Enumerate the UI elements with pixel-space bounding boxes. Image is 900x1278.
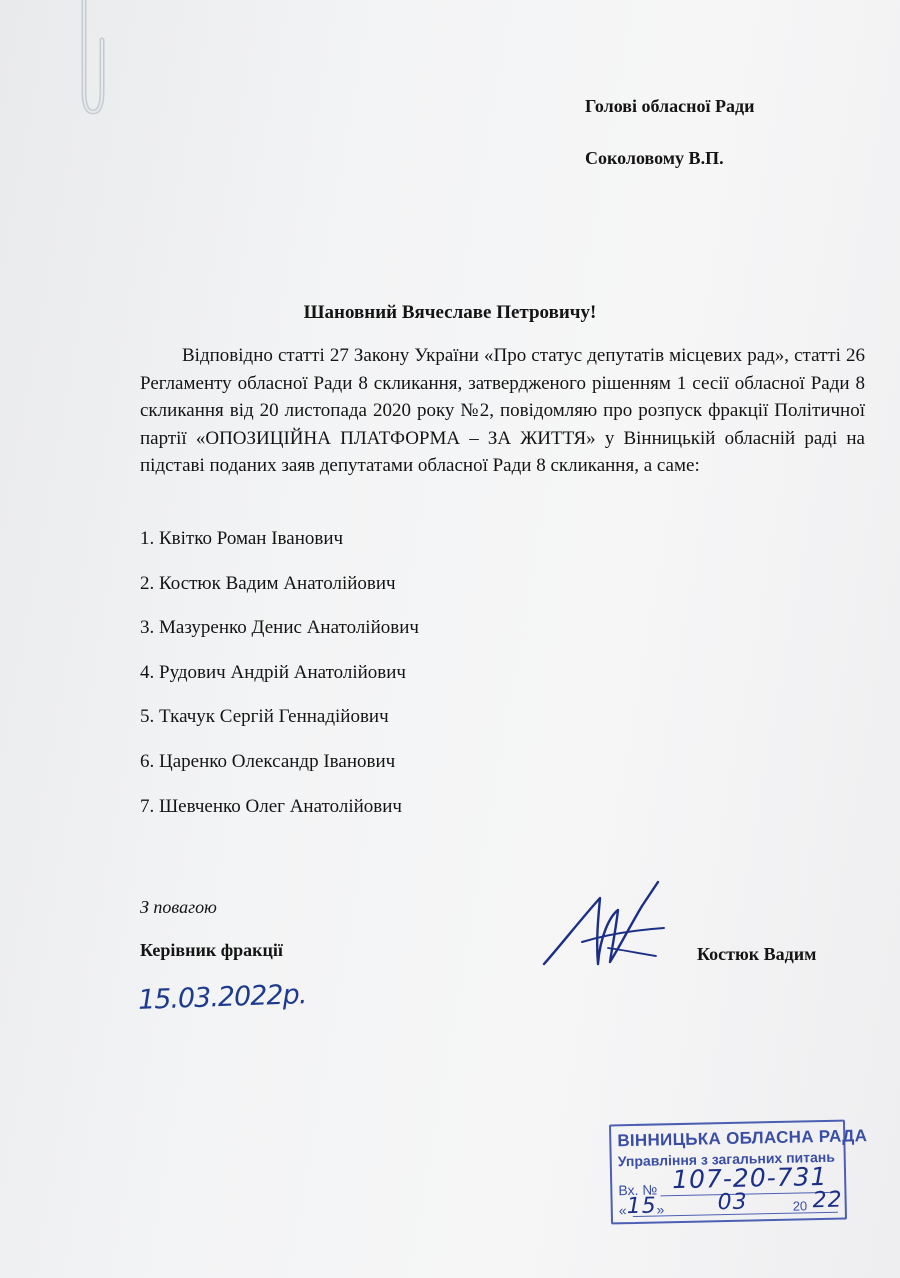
handwritten-date: 15.03.2022р. [137, 979, 307, 1016]
addressee-line-2: Соколовому В.П. [585, 148, 724, 168]
signer-role: Керівник фракції [140, 940, 283, 960]
handwritten-signature [538, 876, 668, 976]
list-item: 4. Рудович Андрій Анатолійович [140, 661, 406, 683]
show-through-text [380, 258, 384, 275]
list-item: 3. Мазуренко Денис Анатолійович [140, 617, 419, 639]
signer-name: Костюк Вадим [697, 944, 817, 964]
addressee-block [585, 80, 755, 184]
paper-clip-icon [66, 0, 116, 120]
registration-stamp [609, 1120, 868, 1225]
stamp-day: 15 [626, 1193, 657, 1220]
list-item: 7. Шевченко Олег Анатолійович [140, 795, 402, 817]
deputies-list [140, 527, 419, 839]
salutation: Шановний Вячеславе Петровичу! [303, 302, 597, 323]
closing-regards: З повагою [140, 897, 217, 917]
stamp-month: 03 [717, 1189, 748, 1216]
letter-body: Відповідно статті 27 Закону України «Про статус депутатів місцевих рад», статті 26 Регламенту обласної Ради 8 скликання, затвердженого рішенням 1 сесії обласної Ради 8 скликання від 20 листопада 2020 року №2, повідомляю про розпуск фракції Політичної партії «ОПОЗИЦІЙНА ПЛАТФОРМА – ЗА ЖИТТЯ» у Вінницькій обласній раді на підставі поданих заяв депутатами обласної Ради 8 скликання, а саме: [140, 345, 865, 476]
list-item: 6. Царенко Олександр Іванович [140, 750, 396, 772]
list-item: 2. Костюк Вадим Анатолійович [140, 572, 396, 594]
stamp-subtitle: Управління з загальних питань [617, 1148, 836, 1170]
stamp-date-quotes: « » [618, 1201, 665, 1219]
stamp-number-label: Вх. № [618, 1181, 658, 1199]
stamp-year-prefix: 20 [792, 1198, 808, 1214]
addressee-line-1: Голові обласної Ради [585, 96, 755, 116]
list-item: 1. Квітко Роман Іванович [140, 528, 344, 549]
list-item: 5. Ткачук Сергій Геннадійович [140, 706, 389, 728]
stamp-registration-number: 107-20-731 [671, 1161, 828, 1195]
stamp-title: ВІННИЦЬКА ОБЛАСНА РАДА [617, 1126, 868, 1151]
stamp-year-suffix: 22 [812, 1187, 843, 1214]
